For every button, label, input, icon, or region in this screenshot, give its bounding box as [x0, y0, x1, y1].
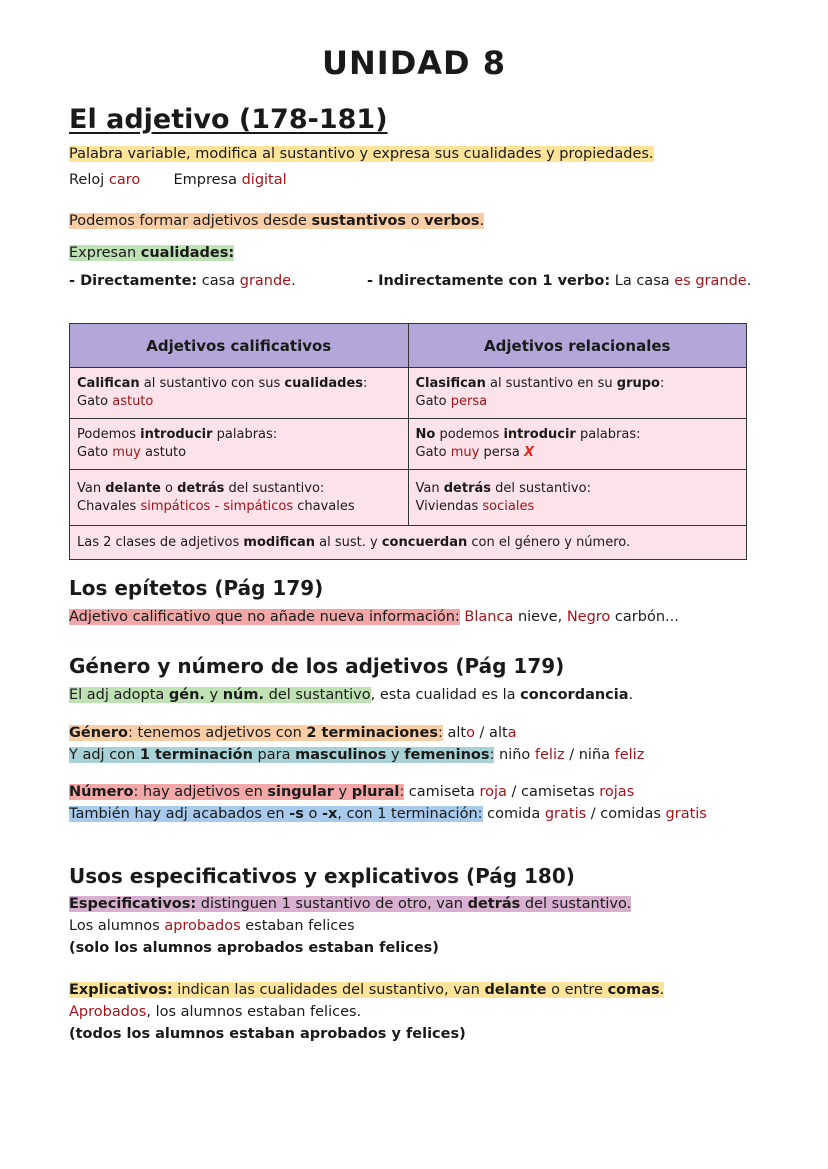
table-footer-cell: Las 2 clases de adjetivos modifican al sust. y concuerdan con el género y número.	[70, 526, 747, 560]
numero-line-singular-plural: Número: hay adjetivos en singular y plural: camiseta roja / camisetas rojas	[69, 784, 635, 800]
cross-mark-icon: X	[523, 445, 534, 460]
table-cell: Califican al sustantivo con sus cualidades: Gato astuto	[70, 368, 409, 419]
formar-adjetivos: Podemos formar adjetivos desde sustantivos o verbos.	[69, 213, 485, 229]
table-cell: Van detrás del sustantivo: Viviendas sociales	[408, 470, 747, 526]
table-header-calificativos: Adjetivos calificativos	[70, 324, 409, 368]
adjetivos-table	[69, 323, 747, 560]
genero-line-concordancia: El adj adopta gén. y núm. del sustantivo, esta cualidad es la concordancia.	[69, 687, 634, 703]
table-cell: Clasifican al sustantivo en su grupo: Gato persa	[408, 368, 747, 419]
especificativos-definition: Especificativos: distinguen 1 sustantivo de otro, van detrás del sustantivo.	[69, 896, 632, 912]
table-cell: No podemos introducir palabras: Gato muy persa X	[408, 419, 747, 470]
genero-line-1-terminacion: Y adj con 1 terminación para masculinos y femeninos: niño feliz / niña feliz	[69, 747, 645, 763]
section-heading-epitetos: Los epítetos (Pág 179)	[69, 576, 324, 600]
table-cell: Podemos introducir palabras: Gato muy astuto	[70, 419, 409, 470]
adjetivo-examples: Reloj caro Empresa digital	[69, 172, 287, 188]
explicativos-definition: Explicativos: indican las cualidades del sustantivo, van delante o entre comas.	[69, 982, 665, 998]
section-heading-usos: Usos especificativos y explicativos (Pág 180)	[69, 864, 575, 888]
explicativos-note: (todos los alumnos estaban aprobados y felices)	[69, 1026, 466, 1042]
epitetos-definition: Adjetivo calificativo que no añade nueva información: Blanca nieve, Negro carbón...	[69, 609, 679, 625]
section-heading-adjetivo: El adjetivo (178-181)	[69, 104, 388, 135]
table-cell: Van delante o detrás del sustantivo: Chavales simpáticos - simpáticos chavales	[70, 470, 409, 526]
especificativos-example: Los alumnos aprobados estaban felices	[69, 918, 355, 934]
genero-line-2-terminaciones: Género: tenemos adjetivos con 2 terminaciones: alto / alta	[69, 725, 517, 741]
expresan-cualidades: Expresan cualidades:	[69, 245, 235, 261]
table-header-relacionales: Adjetivos relacionales	[408, 324, 747, 368]
directamente-line: - Directamente: casa grande.	[69, 273, 296, 289]
page-title: UNIDAD 8	[322, 44, 506, 82]
section-heading-genero: Género y número de los adjetivos (Pág 179)	[69, 654, 565, 678]
explicativos-example: Aprobados, los alumnos estaban felices.	[69, 1004, 362, 1020]
especificativos-note: (solo los alumnos aprobados estaban felices)	[69, 940, 439, 956]
numero-line-s-x: También hay adj acabados en -s o -x, con 1 terminación: comida gratis / comidas gratis	[69, 806, 707, 822]
indirectamente-line: - Indirectamente con 1 verbo: La casa es grande.	[367, 273, 752, 289]
adjetivo-definition: Palabra variable, modifica al sustantivo y expresa sus cualidades y propiedades.	[69, 146, 654, 162]
